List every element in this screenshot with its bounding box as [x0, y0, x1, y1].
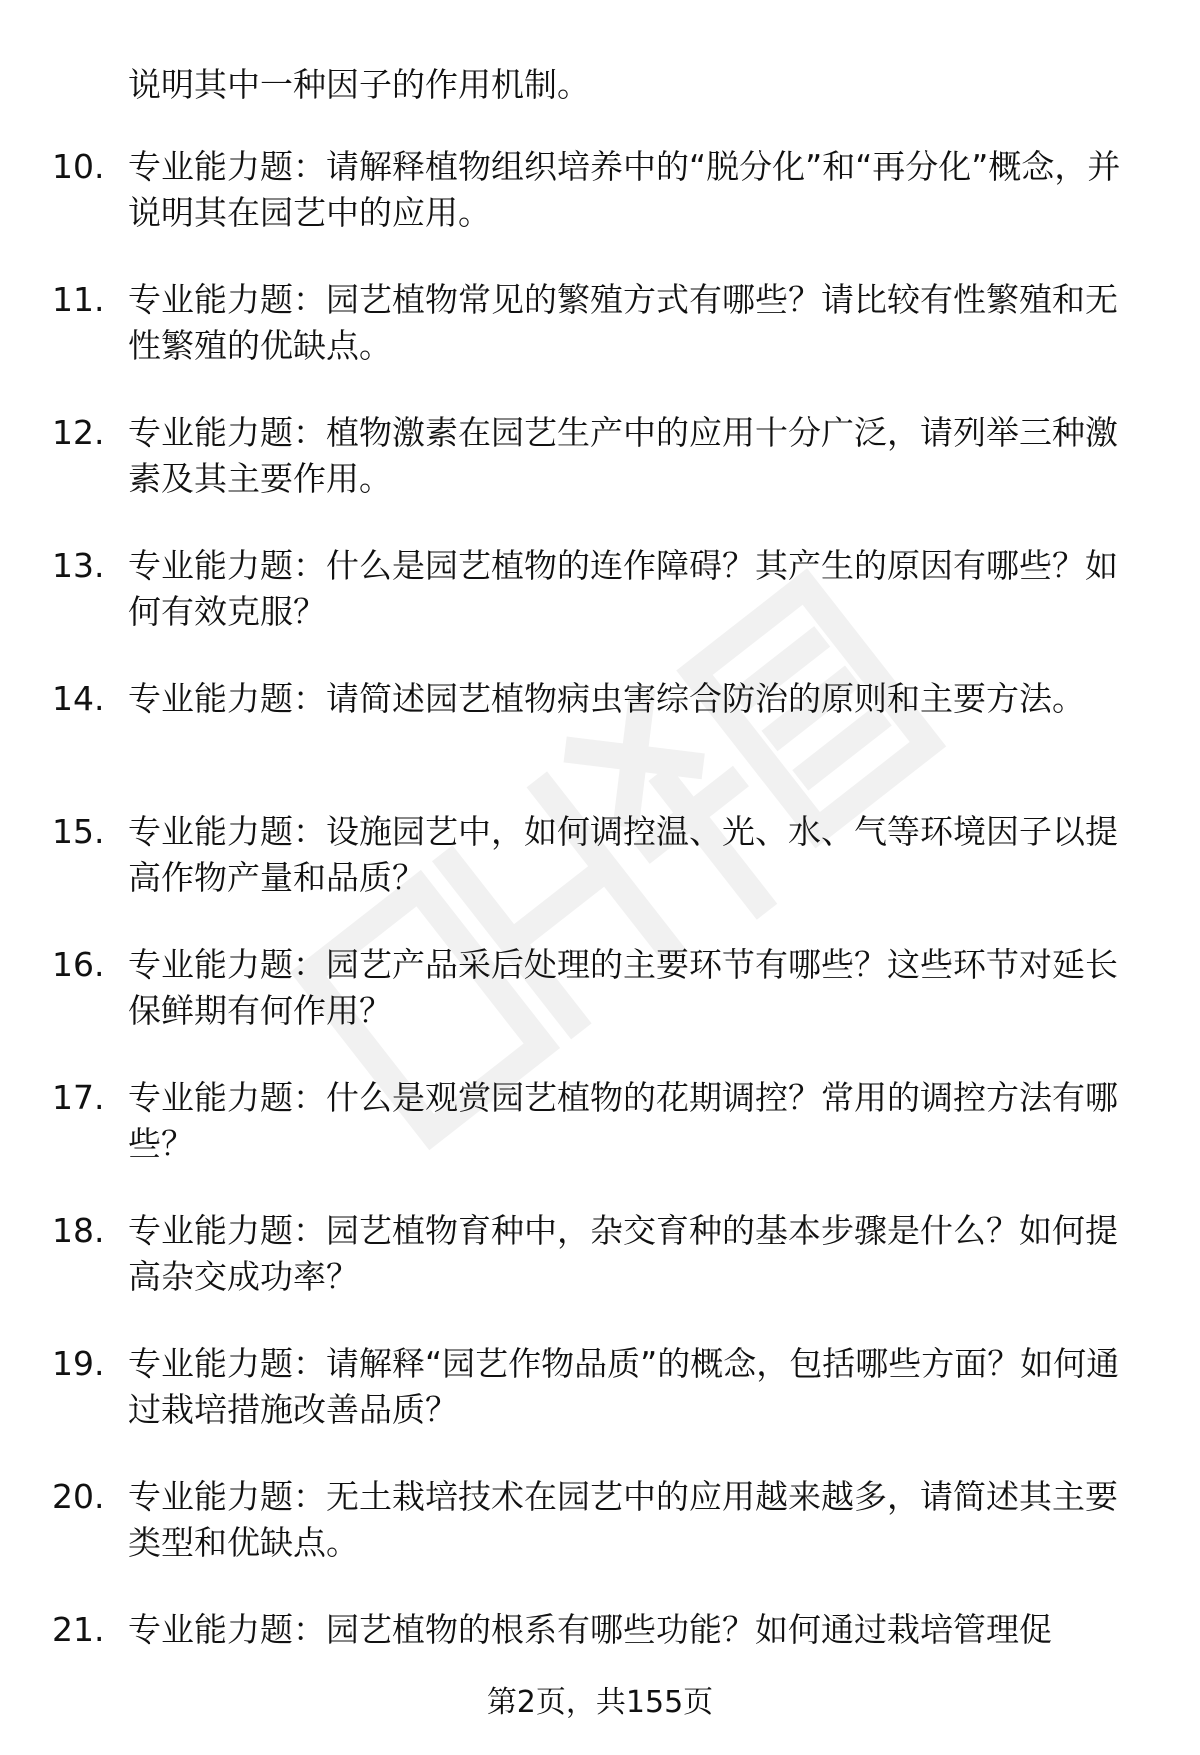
- question-number: 19.: [52, 1344, 105, 1383]
- question-text: 专业能力题：请简述园艺植物病虫害综合防治的原则和主要方法。: [128, 679, 1085, 718]
- question-item: [0, 410, 1200, 543]
- question-number: 17.: [52, 1078, 105, 1117]
- question-item: [0, 277, 1200, 410]
- question-text: 专业能力题：无土栽培技术在园艺中的应用越来越多，请简述其主要类型和优缺点。: [128, 1477, 1118, 1562]
- question-item: [0, 1075, 1200, 1208]
- question-number: 14.: [52, 679, 105, 718]
- question-item: [0, 1208, 1200, 1341]
- question-item: [0, 144, 1200, 277]
- question-text: 专业能力题：园艺产品采后处理的主要环节有哪些？这些环节对延长保鲜期有何作用？: [128, 945, 1118, 1030]
- question-item: [0, 1341, 1200, 1474]
- question-number: 21.: [52, 1610, 105, 1649]
- question-item: [0, 942, 1200, 1075]
- question-number: 12.: [52, 413, 105, 452]
- continuation-text: 说明其中一种因子的作用机制。: [128, 65, 590, 104]
- question-number: 16.: [52, 945, 105, 984]
- question-text: 专业能力题：植物激素在园艺生产中的应用十分广泛，请列举三种激素及其主要作用。: [128, 413, 1118, 498]
- question-number: 10.: [52, 147, 105, 186]
- question-number: 18.: [52, 1211, 105, 1250]
- question-text: 专业能力题：设施园艺中，如何调控温、光、水、气等环境因子以提高作物产量和品质？: [128, 812, 1118, 897]
- question-text: 专业能力题：请解释植物组织培养中的“脱分化”和“再分化”概念，并说明其在园艺中的应用。: [128, 147, 1121, 232]
- question-item: [0, 676, 1200, 809]
- question-number: 20.: [52, 1477, 105, 1516]
- question-item: [0, 543, 1200, 676]
- question-list: [0, 144, 1200, 1740]
- question-number: 13.: [52, 546, 105, 585]
- question-text: 专业能力题：园艺植物常见的繁殖方式有哪些？请比较有性繁殖和无性繁殖的优缺点。: [128, 280, 1118, 365]
- question-text: 专业能力题：请解释“园艺作物品质”的概念，包括哪些方面？如何通过栽培措施改善品质？: [128, 1344, 1120, 1429]
- question-text: 专业能力题：什么是观赏园艺植物的花期调控？常用的调控方法有哪些？: [128, 1078, 1118, 1163]
- question-number: 11.: [52, 280, 105, 319]
- question-item: [0, 809, 1200, 942]
- question-text: 专业能力题：什么是园艺植物的连作障碍？其产生的原因有哪些？如何有效克服？: [128, 546, 1118, 631]
- page-footer: 第2页，共155页: [486, 1685, 714, 1720]
- question-text: 专业能力题：园艺植物育种中，杂交育种的基本步骤是什么？如何提高杂交成功率？: [128, 1211, 1118, 1296]
- question-item: [0, 1474, 1200, 1607]
- question-number: 15.: [52, 812, 105, 851]
- question-text: 专业能力题：园艺植物的根系有哪些功能？如何通过栽培管理促: [128, 1610, 1052, 1649]
